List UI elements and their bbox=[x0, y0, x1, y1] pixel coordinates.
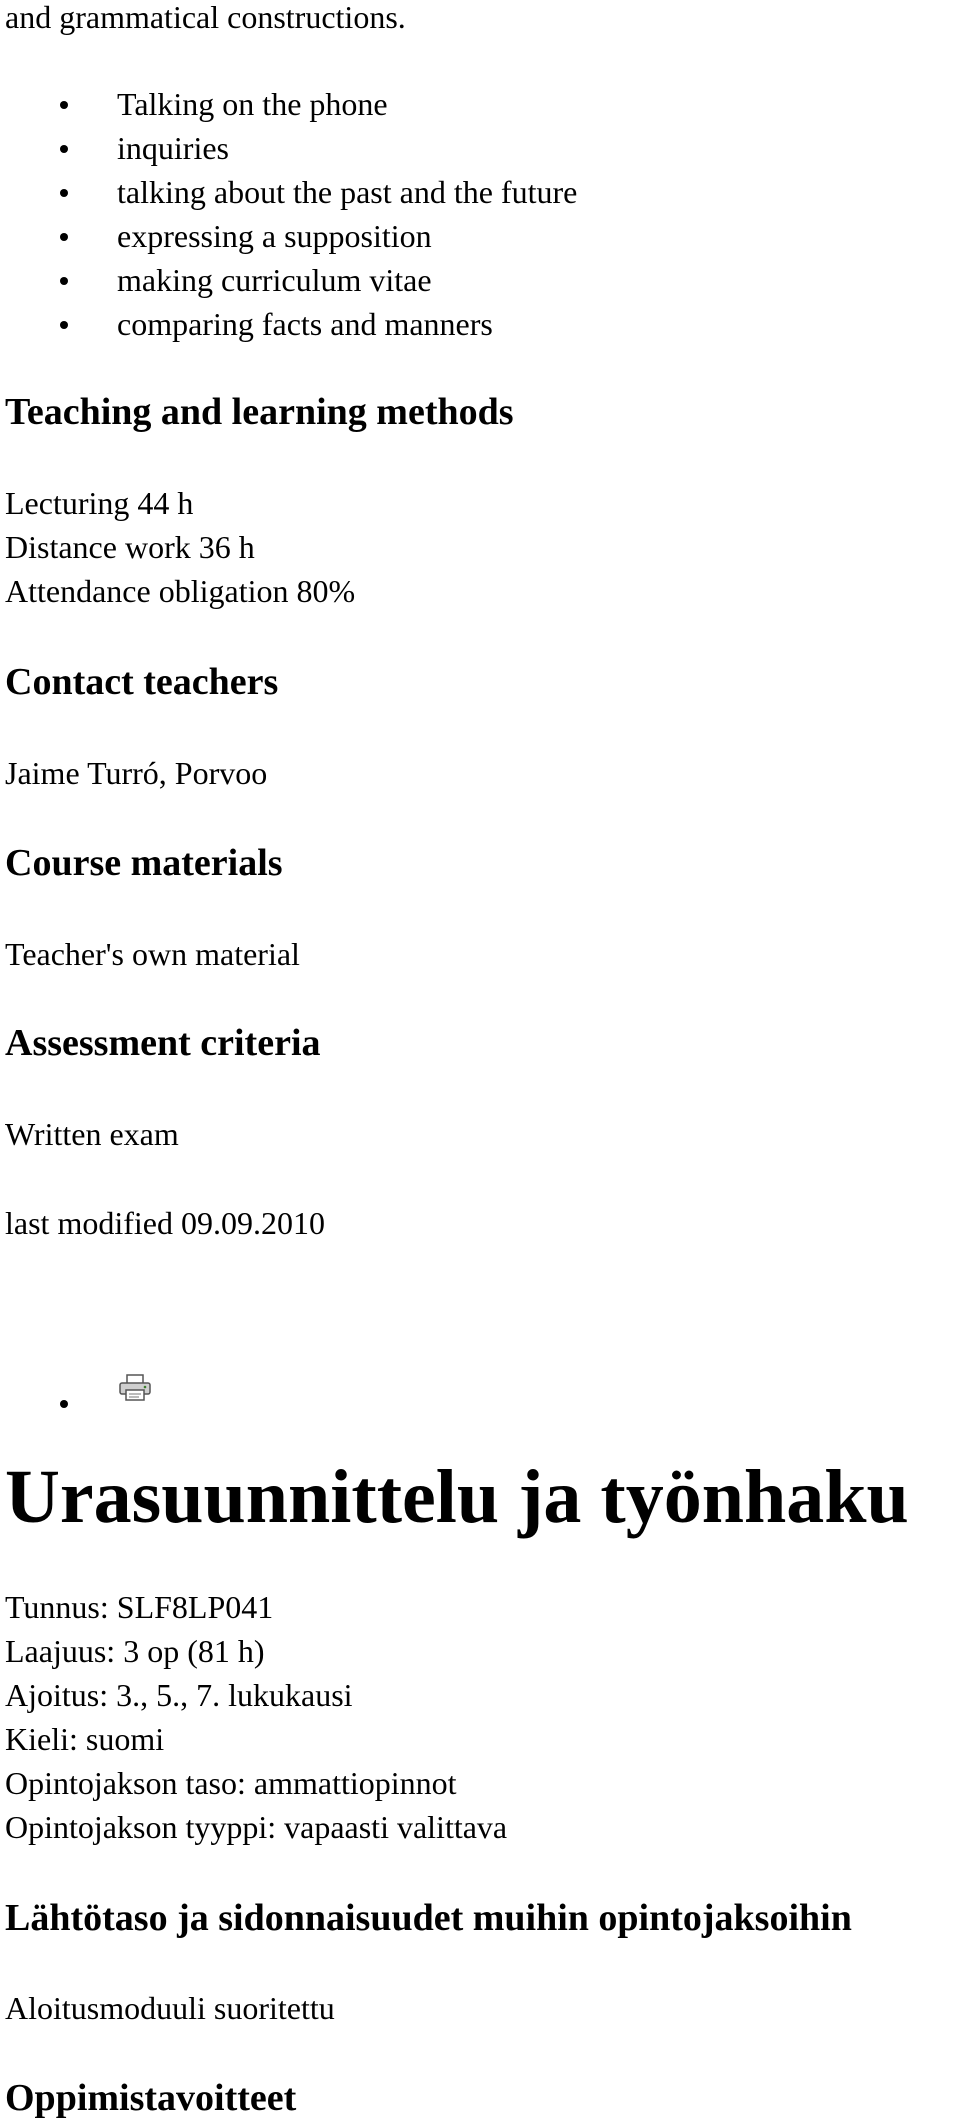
intro-text: and grammatical constructions. bbox=[5, 0, 406, 35]
bullet bbox=[60, 1400, 68, 1408]
list-item: making curriculum vitae bbox=[0, 258, 577, 302]
prerequisites-heading: Lähtötaso ja sidonnaisuudet muihin opintojaksoihin bbox=[5, 1897, 852, 1939]
assessment-criteria-heading: Assessment criteria bbox=[5, 1022, 321, 1064]
course-materials-text: Teacher's own material bbox=[5, 936, 300, 972]
printer-icon[interactable] bbox=[118, 1374, 152, 1402]
contact-teachers-text: Jaime Turró, Porvoo bbox=[5, 755, 268, 791]
course-materials-heading: Course materials bbox=[5, 842, 283, 884]
teaching-line-lecturing: Lecturing 44 h bbox=[5, 485, 194, 521]
objectives-heading: Oppimistavoitteet bbox=[5, 2077, 297, 2119]
teaching-line-attendance: Attendance obligation 80% bbox=[5, 573, 356, 609]
topics-list bbox=[0, 82, 577, 346]
list-item: Talking on the phone bbox=[0, 82, 577, 126]
course-type: Opintojakson tyyppi: vapaasti valittava bbox=[5, 1809, 508, 1845]
list-item: talking about the past and the future bbox=[0, 170, 577, 214]
course-level: Opintojakson taso: ammattiopinnot bbox=[5, 1765, 457, 1801]
course-title: Urasuunnittelu ja työnhaku bbox=[5, 1455, 909, 1539]
course-code: Tunnus: SLF8LP041 bbox=[5, 1589, 274, 1625]
assessment-criteria-text: Written exam bbox=[5, 1116, 179, 1152]
last-modified: last modified 09.09.2010 bbox=[5, 1205, 325, 1241]
course-language: Kieli: suomi bbox=[5, 1721, 165, 1757]
teaching-line-distance: Distance work 36 h bbox=[5, 529, 255, 565]
course-timing: Ajoitus: 3., 5., 7. lukukausi bbox=[5, 1677, 353, 1713]
list-item: expressing a supposition bbox=[0, 214, 577, 258]
print-list-item bbox=[0, 1370, 200, 1420]
course-scope: Laajuus: 3 op (81 h) bbox=[5, 1633, 265, 1669]
list-item: inquiries bbox=[0, 126, 577, 170]
teaching-methods-heading: Teaching and learning methods bbox=[5, 391, 514, 433]
list-item: comparing facts and manners bbox=[0, 302, 577, 346]
contact-teachers-heading: Contact teachers bbox=[5, 661, 279, 703]
prerequisites-text: Aloitusmoduuli suoritettu bbox=[5, 1990, 335, 2026]
